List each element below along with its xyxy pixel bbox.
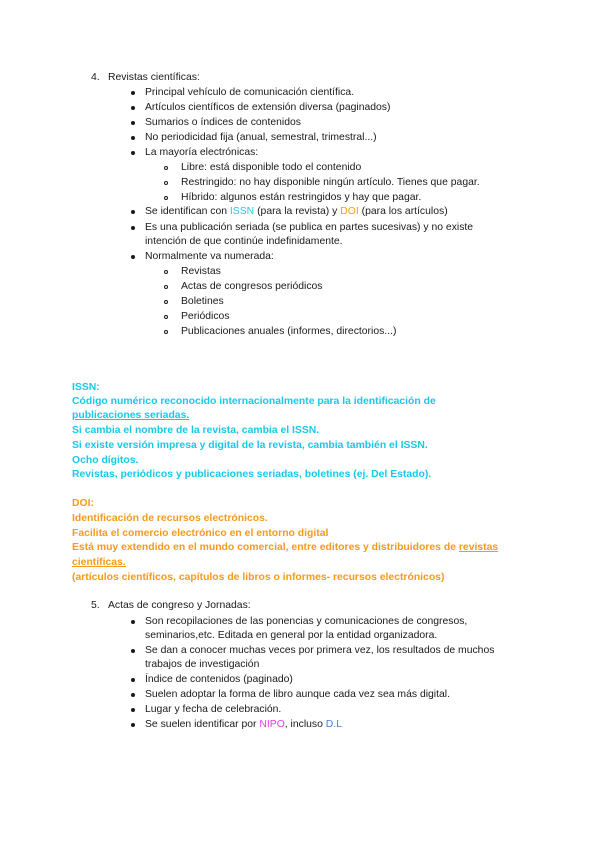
nipo-identify-prefix: Se suelen identificar por <box>145 719 260 730</box>
section5-bullet-2a: Se dan a conocer muchas veces por primera vez, los resultados de muchos <box>145 645 495 656</box>
numbered-label: Normalmente va numerada: <box>145 251 274 262</box>
issn-line-1: Código numérico reconocido internacionalmente para la identificación de <box>72 396 436 407</box>
section4-bullet-1: Principal vehículo de comunicación científica. <box>145 87 355 98</box>
identify-suffix: (para los artículos) <box>358 206 448 217</box>
section5-bullet-2b: trabajos de investigación <box>145 659 260 670</box>
serial-line-1: Es una publicación seriada (se publica en partes sucesivas) y no existe <box>145 222 474 233</box>
section5-bullet-1a: Son recopilaciones de las ponencias y comunicaciones de congresos, <box>145 616 468 627</box>
circle-bullet-icon <box>164 315 168 319</box>
circle-bullet-icon <box>164 196 168 200</box>
bullet-icon <box>131 151 135 155</box>
bullet-icon <box>131 210 135 214</box>
bullet-icon <box>131 678 135 682</box>
bullet-icon <box>131 649 135 653</box>
section5-bullet-3: Índice de contenidos (paginado) <box>145 674 293 685</box>
issn-line-3: Si cambia el nombre de la revista, cambia el ISSN. <box>72 425 320 436</box>
circle-bullet-icon <box>164 181 168 185</box>
bullet-icon <box>131 708 135 712</box>
issn-line-4: Si existe versión impresa y digital de la revista, cambia también el ISSN. <box>72 440 428 451</box>
bullet-icon <box>131 693 135 697</box>
cientificas-link[interactable]: científicas. <box>72 557 126 568</box>
numbered-item-1: Revistas <box>181 266 221 277</box>
bullet-icon <box>131 136 135 140</box>
issn-line-2[interactable]: publicaciones seriadas. <box>72 410 190 421</box>
section5-bullet-5: Lugar y fecha de celebración. <box>145 704 282 715</box>
nipo-identify-middle: , incluso <box>284 719 326 730</box>
bullet-icon <box>131 255 135 259</box>
bullet-icon <box>131 620 135 624</box>
numbered-item-4: Periódicos <box>181 311 230 322</box>
doi-line-2: Facilita el comercio electrónico en el entorno digital <box>72 528 329 539</box>
bullet-icon <box>131 723 135 727</box>
doi-link[interactable]: DOI <box>340 206 359 217</box>
circle-bullet-icon <box>164 330 168 334</box>
section5-title: Actas de congreso y Jornadas: <box>108 600 251 611</box>
issn-line-6: Revistas, periódicos y publicaciones seriadas, boletines (ej. Del Estado). <box>72 469 432 480</box>
bullet-icon <box>131 91 135 95</box>
electronic-type-restricted: Restringido: no hay disponible ningún artículo. Tienes que pagar. <box>181 177 480 188</box>
issn-link[interactable]: ISSN <box>229 206 255 217</box>
electronic-type-hybrid: Híbrido: algunos están restringidos y hay que pagar. <box>181 192 422 203</box>
doi-heading: DOI: <box>72 498 94 509</box>
dl-link[interactable]: D.L <box>325 719 342 730</box>
section4-number: 4. <box>91 72 100 83</box>
section4-bullet-3: Sumarios o índices de contenidos <box>145 117 301 128</box>
circle-bullet-icon <box>164 270 168 274</box>
section5-number: 5. <box>91 600 100 611</box>
identify-prefix: Se identifican con <box>145 206 230 217</box>
issn-line-5: Ocho dígitos. <box>72 455 139 466</box>
electronic-type-free: Libre: está disponible todo el contenido <box>181 162 362 173</box>
section5-bullet-1b: seminarios,etc. Editada en general por la entidad organizadora. <box>145 630 438 641</box>
bullet-icon <box>131 121 135 125</box>
section4-title: Revistas científicas: <box>108 72 200 83</box>
section4-bullet-5: La mayoría electrónicas: <box>145 147 259 158</box>
serial-line-2: intención de que continúe indefinidamente. <box>145 236 343 247</box>
doi-line-3-text: Está muy extendido en el mundo comercial, entre editores y distribuidores de <box>72 542 459 553</box>
circle-bullet-icon <box>164 166 168 170</box>
bullet-icon <box>131 226 135 230</box>
revistas-link[interactable]: revistas <box>458 542 499 553</box>
bullet-icon <box>131 106 135 110</box>
section5-bullet-4: Suelen adoptar la forma de libro aunque cada vez sea más digital. <box>145 689 450 700</box>
identify-line <box>145 205 448 219</box>
circle-bullet-icon <box>164 285 168 289</box>
nipo-identify-line <box>145 718 342 732</box>
numbered-item-2: Actas de congresos periódicos <box>181 281 323 292</box>
identify-middle: (para la revista) y <box>254 206 341 217</box>
nipo-link[interactable]: NIPO <box>259 719 285 730</box>
circle-bullet-icon <box>164 300 168 304</box>
section4-bullet-2: Artículos científicos de extensión diversa (paginados) <box>145 102 391 113</box>
doi-line-5: (artículos científicos, capítulos de libros o informes- recursos electrónicos) <box>72 572 445 583</box>
doi-line-1: Identificación de recursos electrónicos. <box>72 513 268 524</box>
numbered-item-3: Boletines <box>181 296 224 307</box>
doi-line-3 <box>72 541 498 555</box>
section4-bullet-4: No periodicidad fija (anual, semestral, trimestral...) <box>145 132 377 143</box>
issn-heading: ISSN: <box>72 382 100 393</box>
numbered-item-5: Publicaciones anuales (informes, directorios...) <box>181 326 397 337</box>
